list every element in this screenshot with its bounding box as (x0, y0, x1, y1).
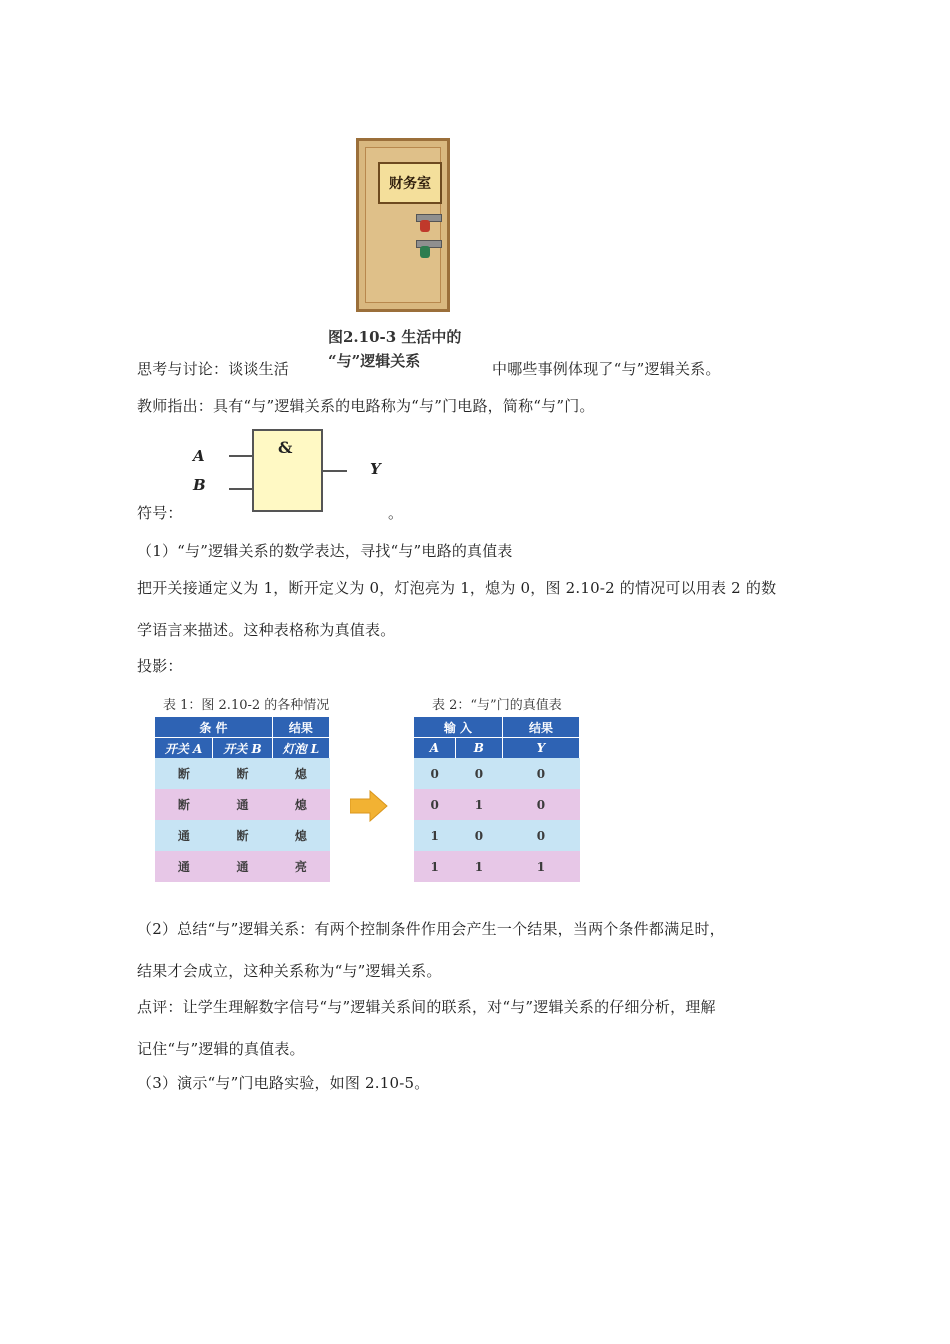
table1-caption: 表 1：图 2.10-2 的各种情况 (163, 698, 330, 713)
table-row (155, 820, 330, 851)
table2-col-b: B (455, 738, 502, 759)
table2-head-input: 输 入 (414, 717, 502, 738)
table-cell: 0 (455, 820, 502, 851)
table-cell: 通 (155, 820, 213, 851)
arrow-right-icon (350, 790, 388, 822)
think-discuss-end: 中哪些事例体现了“与”逻辑关系。 (492, 360, 721, 378)
table1-head-condition: 条 件 (155, 717, 272, 738)
comment-line2: 记住“与”逻辑的真值表。 (137, 1040, 305, 1058)
table-row (414, 820, 580, 851)
figure-caption-line2: “与”逻辑关系 (328, 352, 421, 370)
item-3-heading: （3）演示“与”门电路实验，如图 2.10-5。 (137, 1074, 430, 1092)
item-1-text-line1: 把开关接通定义为 1，断开定义为 0，灯泡亮为 1，熄为 0，图 2.10-2 的情况可以用表 2 的数 (137, 579, 777, 597)
item-1-text-line2: 学语言来描述。这种表格称为真值表。 (137, 621, 396, 639)
table-cell: 断 (213, 758, 273, 789)
symbol-label: 符号： (137, 504, 183, 522)
table1 (155, 717, 330, 882)
and-gate-ampersand: & (278, 438, 293, 457)
teacher-note: 教师指出：具有“与”逻辑关系的电路称为“与”门电路，简称“与”门。 (137, 397, 595, 415)
input-b-label: B (193, 476, 206, 494)
table2-head-result: 结果 (502, 717, 579, 738)
table1-head-result: 结果 (272, 717, 329, 738)
table-row (155, 851, 330, 882)
item-2-text-line2: 结果才会成立，这种关系称为“与”逻辑关系。 (137, 962, 442, 980)
figure-caption: 图2.10-3 生活中的 (328, 328, 462, 346)
table2-col-y: Y (502, 738, 579, 759)
door-panel (365, 147, 441, 303)
projection-label: 投影： (137, 657, 183, 675)
table-cell: 熄 (272, 789, 329, 820)
door-figure (356, 138, 450, 312)
table-cell: 0 (455, 758, 502, 789)
table-row (414, 851, 580, 882)
table2 (414, 717, 580, 882)
table-cell: 通 (213, 851, 273, 882)
table-cell: 0 (502, 789, 579, 820)
table-cell: 1 (414, 820, 455, 851)
input-a-label: A (193, 447, 205, 465)
lock-icon (420, 246, 430, 258)
think-discuss-start: 思考与讨论：谈谈生活 (137, 360, 290, 378)
table2-caption: 表 2：“与”门的真值表 (432, 698, 562, 713)
item-1-heading: （1）“与”逻辑关系的数学表达，寻找“与”电路的真值表 (137, 542, 513, 560)
table-cell: 0 (414, 789, 455, 820)
table-cell: 亮 (272, 851, 329, 882)
item-2-text-line1: （2）总结“与”逻辑关系：有两个控制条件作用会产生一个结果，当两个条件都满足时， (137, 920, 725, 938)
table1-col-b: 开关 B (213, 738, 273, 759)
table-cell: 断 (213, 820, 273, 851)
table-row (155, 789, 330, 820)
table-row (155, 758, 330, 789)
table-cell: 断 (155, 789, 213, 820)
output-line (323, 470, 347, 472)
comment-line1: 点评：让学生理解数字信号“与”逻辑关系间的联系，对“与”逻辑关系的仔细分析，理解 (137, 998, 716, 1016)
symbol-end: 。 (388, 504, 404, 522)
table-cell: 熄 (272, 758, 329, 789)
input-a-line (229, 455, 253, 457)
table-cell: 通 (155, 851, 213, 882)
door-sign: 财务室 (378, 162, 442, 204)
table1-col-a: 开关 A (155, 738, 213, 759)
table-cell: 0 (502, 758, 579, 789)
table-cell: 0 (502, 820, 579, 851)
lock-icon (420, 220, 430, 232)
table-cell: 通 (213, 789, 273, 820)
table-cell: 0 (414, 758, 455, 789)
table-cell: 1 (502, 851, 579, 882)
table-cell: 1 (455, 851, 502, 882)
input-b-line (229, 488, 253, 490)
table-cell: 断 (155, 758, 213, 789)
table-cell: 1 (455, 789, 502, 820)
table2-col-a: A (414, 738, 455, 759)
table-row (414, 789, 580, 820)
table-cell: 1 (414, 851, 455, 882)
output-label: Y (370, 460, 381, 478)
table1-col-l: 灯泡 L (272, 738, 329, 759)
table-cell: 熄 (272, 820, 329, 851)
table-row (414, 758, 580, 789)
